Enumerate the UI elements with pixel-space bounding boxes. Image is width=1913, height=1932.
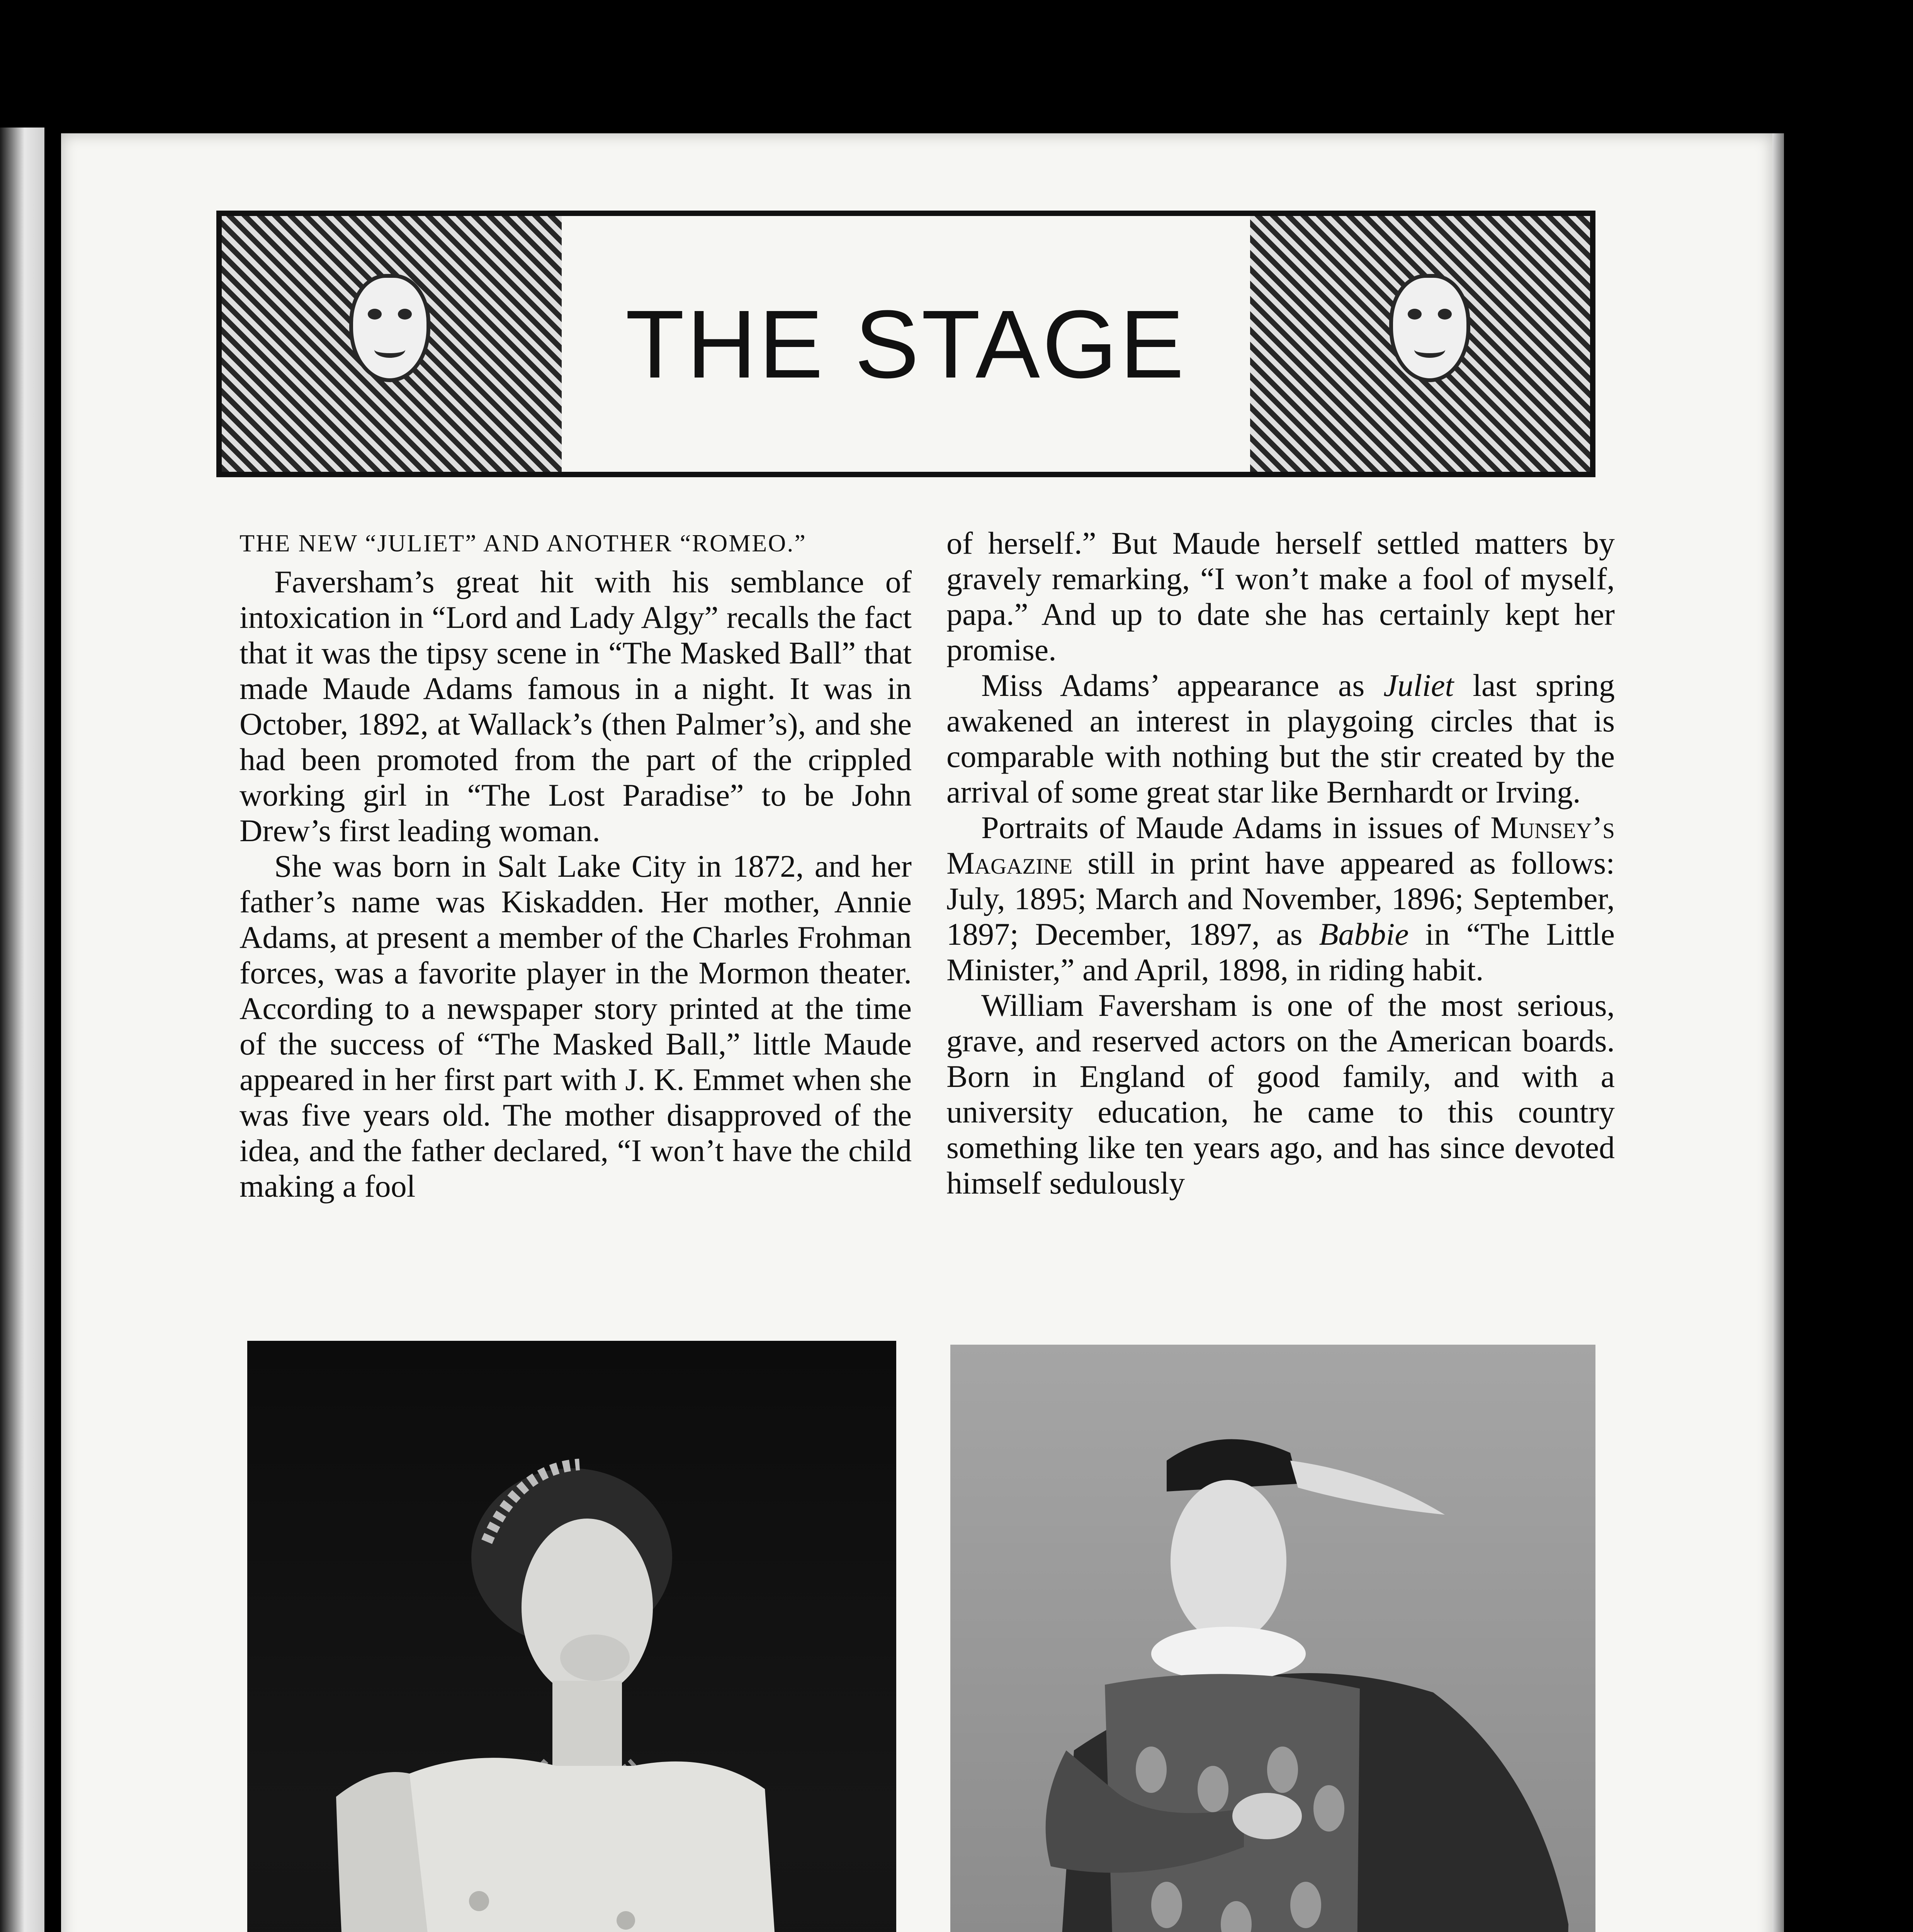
- text-run: last spring awakened an interest in playgoing circles that is comparable with nothing but the stir created by the arrival of some great star like Bernhardt or Irving.: [946, 668, 1615, 810]
- portrait-figure: [950, 1345, 1595, 1932]
- article-paragraph: She was born in Salt Lake City in 1872, and her father’s name was Kiskadden. Her mother, Annie Adams, at present a member of the Charles Frohman forces, was a favorite player in the Mormon theater. According to a newspaper story printed at the time of the success of “The Masked Ball,” little Maude appeared in her first part with J. K. Emmet when she was five years old. The mother disapproved of the idea, and the father declared, “I won’t have the child making a fool: [240, 849, 912, 1204]
- photo-william-faversham-romeo: [950, 1345, 1595, 1932]
- page-edge-shadow: [1772, 133, 1784, 1932]
- theater-mask-icon: [349, 274, 430, 382]
- portrait-figure: [247, 1341, 896, 1932]
- facing-page-edge: [0, 128, 44, 1932]
- article-paragraph: of herself.” But Maude herself settled matters by gravely remarking, “I won’t make a fool of myself, papa.” And up to date she has certainly kept her promise.: [946, 526, 1615, 667]
- theater-mask-icon: [1389, 274, 1470, 382]
- section-banner: [216, 211, 1595, 477]
- text-run: in “The Little Minister,” and April, 1898, in riding habit.: [946, 917, 1615, 987]
- section-title: THE STAGE: [625, 290, 1187, 398]
- photo-maude-adams-juliet: [247, 1341, 896, 1932]
- text-run: Miss Adams’ appearance as: [981, 668, 1384, 703]
- article-headline: THE NEW “JULIET” AND ANOTHER “ROMEO.”: [240, 529, 807, 557]
- article-paragraph: [946, 810, 1615, 988]
- text-run: still in print have appeared as follows: July, 1895; March and November, 1896; September, 1897; December, 1897, as: [946, 845, 1615, 952]
- text-run: Portraits of Maude Adams in issues of: [981, 810, 1491, 845]
- role-name: Babbie: [1319, 917, 1409, 952]
- article-paragraph: Faversham’s great hit with his semblance of intoxication in “Lord and Lady Algy” recalls the fact that it was the tipsy scene in “The Masked Ball” that made Maude Adams famous in a night. It was in October, 1892, at Wallack’s (then Palmer’s), and she had been promoted from the part of the crippled working girl in “The Lost Paradise” to be John Drew’s first leading woman.: [240, 564, 912, 848]
- magazine-name: Munsey’s Magazine: [946, 810, 1615, 881]
- article-column-left: [240, 526, 912, 1204]
- banner-ornament-left: [222, 216, 562, 472]
- article-paragraph: William Faversham is one of the most serious, grave, and reserved actors on the American boards. Born in England of good family, and with a university education, he came to this country something like ten years ago, and has since devoted himself sedulously: [946, 988, 1615, 1201]
- role-name: Juliet: [1383, 668, 1454, 703]
- banner-ornament-right: [1250, 216, 1590, 472]
- article-column-right: [946, 526, 1615, 1201]
- article-paragraph: [946, 668, 1615, 810]
